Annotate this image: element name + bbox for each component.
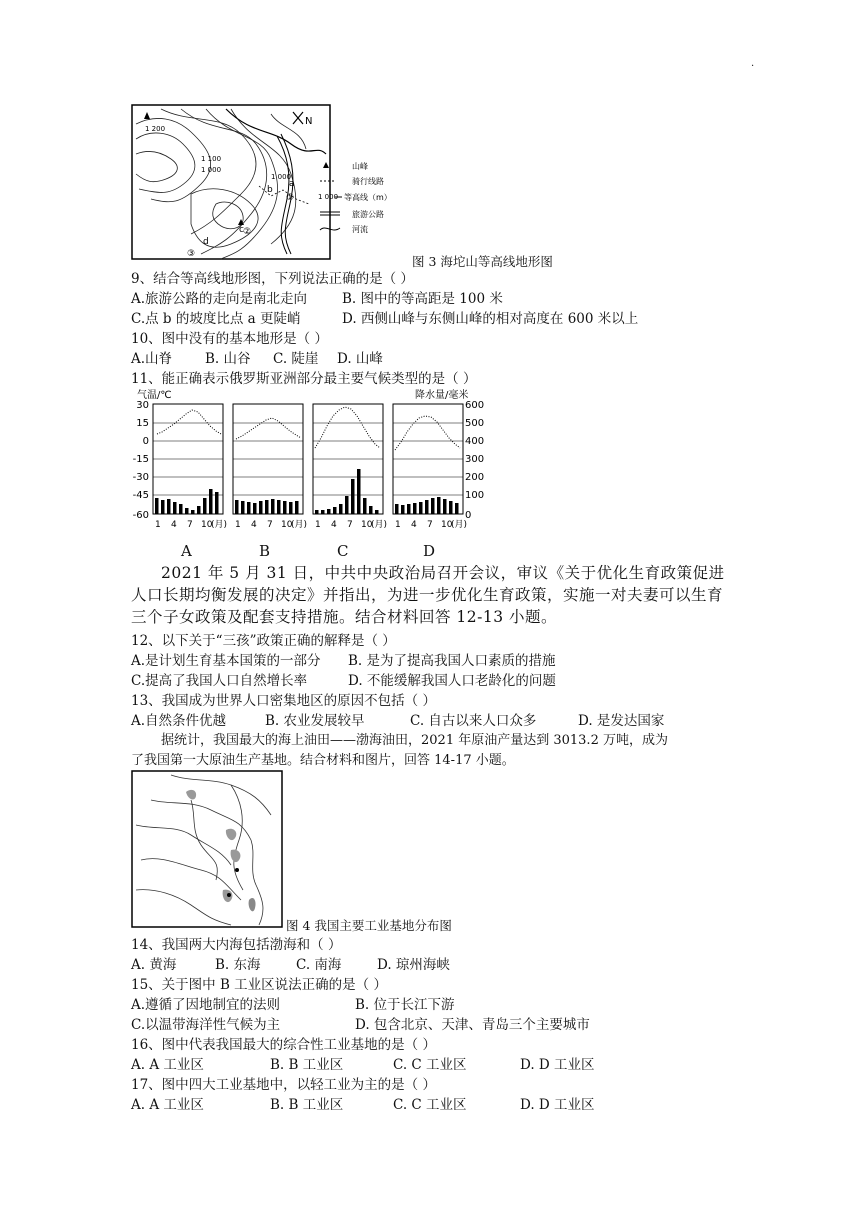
question-10-option-a[interactable]: A.山脊	[131, 351, 173, 367]
legend-road: 旅游公路	[352, 210, 384, 219]
contour-label: 1 200	[145, 125, 166, 133]
page-dot: .	[751, 58, 755, 69]
climate-option-a[interactable]: A	[181, 542, 192, 560]
peak-icon	[323, 162, 329, 168]
contour-label: 1 000	[271, 173, 292, 181]
temp-tick: -60	[132, 510, 149, 521]
question-9-option-a[interactable]: A.旅游公路的走向是南北走向	[131, 291, 308, 307]
x-tick: 7	[267, 520, 273, 530]
point-a: a	[289, 179, 295, 189]
x-tick: 4	[331, 520, 337, 530]
legend-route: 骑行线路	[352, 177, 384, 186]
question-12-option-c[interactable]: C.提高了我国人口自然增长率	[131, 673, 308, 689]
temp-tick: -45	[132, 490, 149, 501]
x-tick: 4	[251, 520, 257, 530]
legend-contour-value: 1 000	[318, 193, 339, 201]
question-14-option-c[interactable]: C. 南海	[296, 957, 342, 973]
question-16-stem: 16、图中代表我国最大的综合性工业基地的是（ ）	[131, 1037, 436, 1053]
figure3-caption: 图 3 海坨山等高线地形图	[412, 254, 553, 269]
x-tick: 4	[171, 520, 177, 530]
temperature-axis-label: 气温/℃	[137, 390, 172, 401]
legend-contour: 等高线（m）	[344, 193, 392, 202]
precip-tick: 600	[465, 400, 485, 411]
x-tick: 1	[235, 520, 241, 530]
precip-tick: 0	[465, 510, 472, 521]
x-tick: 1	[395, 520, 401, 530]
contour-label: 1 000	[201, 166, 222, 174]
x-tick: 1	[315, 520, 321, 530]
point-d: d	[203, 237, 209, 247]
question-15-option-a[interactable]: A.遵循了因地制宜的法则	[131, 997, 281, 1013]
circled-1: ①	[286, 193, 295, 203]
temp-tick: 30	[136, 400, 149, 411]
question-9-stem: 9、结合等高线地形图，下列说法正确的是（ ）	[131, 271, 414, 287]
question-10-stem: 10、图中没有的基本地形是（ ）	[131, 331, 328, 347]
question-15-option-c[interactable]: C.以温带海洋性气候为主	[131, 1017, 281, 1033]
contour-map-figure	[131, 104, 331, 260]
question-13-option-c[interactable]: C. 自古以来人口众多	[410, 713, 537, 729]
question-13-stem: 13、我国成为世界人口密集地区的原因不包括（ ）	[131, 693, 436, 709]
figure4-caption: 图 4 我国主要工业基地分布图	[286, 918, 452, 933]
temp-tick: 15	[136, 418, 149, 429]
question-9-option-c[interactable]: C.点 b 的坡度比点 a 更陡峭	[131, 311, 301, 327]
question-16-option-c[interactable]: C. C 工业区	[393, 1057, 467, 1073]
material-paragraph-2-line-2: 了我国第一大原油生产基地。结合材料和图片，回答 14-17 小题。	[131, 753, 515, 768]
question-12-option-d[interactable]: D. 不能缓解我国人口老龄化的问题	[348, 673, 556, 689]
x-tick: 10	[361, 520, 373, 530]
question-13-option-d[interactable]: D. 是发达国家	[578, 713, 665, 729]
material-paragraph-2-line-1: 据统计，我国最大的海上油田——渤海油田，2021 年原油产量达到 3013.2 万吨，成为	[161, 733, 668, 748]
precip-tick: 300	[465, 454, 485, 465]
question-14-stem: 14、我国两大内海包括渤海和（ ）	[131, 937, 342, 953]
question-14-option-d[interactable]: D. 琼州海峡	[377, 957, 450, 973]
question-12-option-b[interactable]: B. 是为了提高我国人口素质的措施	[348, 653, 556, 669]
question-14-option-b[interactable]: B. 东海	[215, 957, 261, 973]
question-17-option-d[interactable]: D. D 工业区	[520, 1097, 595, 1113]
precip-tick: 500	[465, 418, 485, 429]
precip-tick: 100	[465, 490, 485, 501]
circled-2: ②	[243, 227, 252, 237]
legend-river: 河流	[352, 225, 368, 234]
climate-panel-d	[393, 404, 463, 514]
question-15-stem: 15、关于图中 B 工业区说法正确的是（ ）	[131, 977, 387, 993]
precipitation-axis-label: 降水量/毫米	[415, 390, 469, 401]
question-10-option-b[interactable]: B. 山谷	[205, 351, 251, 367]
question-12-option-a[interactable]: A.是计划生育基本国策的一部分	[131, 653, 321, 669]
x-unit: (月)	[451, 520, 468, 530]
climate-charts-figure	[131, 386, 491, 536]
contour-map-legend	[318, 160, 398, 240]
x-unit: (月)	[291, 520, 308, 530]
climate-option-c[interactable]: C	[337, 542, 349, 560]
point-b: b	[267, 185, 273, 195]
material-paragraph-1: 2021 年 5 月 31 日，中共中央政治局召开会议，审议《关于优化生育政策促进人口长期均衡发展的决定》并指出，为进一步优化生育政策，实施一对夫妻可以生育三个子女政策及配套支持措施。结合材料回答 12-13 小题。	[131, 564, 725, 626]
china-industry-map-figure	[131, 770, 283, 928]
precip-tick: 200	[465, 472, 485, 483]
circled-3: ③	[187, 249, 196, 259]
question-16-option-d[interactable]: D. D 工业区	[520, 1057, 595, 1073]
x-tick: 7	[427, 520, 433, 530]
legend-peak: 山峰	[352, 162, 368, 171]
x-tick: 10	[281, 520, 293, 530]
x-tick: 1	[155, 520, 161, 530]
question-12-stem: 12、以下关于“三孩”政策正确的解释是（ ）	[131, 633, 396, 649]
question-9-option-b[interactable]: B. 图中的等高距是 100 米	[342, 291, 503, 307]
question-9-option-d[interactable]: D. 西侧山峰与东侧山峰的相对高度在 600 米以上	[342, 311, 639, 327]
question-10-option-c[interactable]: C. 陡崖	[273, 351, 319, 367]
question-15-option-d[interactable]: D. 包含北京、天津、青岛三个主要城市	[355, 1017, 590, 1033]
x-tick: 7	[187, 520, 193, 530]
climate-option-b[interactable]: B	[259, 542, 271, 560]
question-11-stem: 11、能正确表示俄罗斯亚洲部分最主要气候类型的是（ ）	[131, 371, 477, 387]
question-17-option-c[interactable]: C. C 工业区	[393, 1097, 467, 1113]
question-14-option-a[interactable]: A. 黄海	[131, 957, 177, 973]
climate-option-d[interactable]: D	[423, 542, 436, 560]
question-17-option-a[interactable]: A. A 工业区	[131, 1097, 204, 1113]
question-15-option-b[interactable]: B. 位于长江下游	[355, 997, 455, 1013]
climate-panel-c	[313, 404, 383, 514]
question-13-option-b[interactable]: B. 农业发展较早	[265, 713, 365, 729]
question-16-option-b[interactable]: B. B 工业区	[270, 1057, 344, 1073]
x-tick: 10	[441, 520, 453, 530]
north-label: N	[305, 116, 313, 127]
question-17-stem: 17、图中四大工业基地中，以轻工业为主的是（ ）	[131, 1077, 436, 1093]
contour-label: 1 100	[201, 155, 222, 163]
x-unit: (月)	[371, 520, 388, 530]
climate-panel-b	[233, 404, 303, 514]
climate-panel-a	[153, 404, 223, 514]
river-icon	[320, 228, 340, 230]
x-tick: 4	[411, 520, 417, 530]
temp-tick: -30	[132, 472, 149, 483]
question-16-option-a[interactable]: A. A 工业区	[131, 1057, 204, 1073]
temp-tick: 0	[142, 436, 149, 447]
x-unit: (月)	[211, 520, 228, 530]
question-13-option-a[interactable]: A.自然条件优越	[131, 713, 227, 729]
question-10-option-d[interactable]: D. 山峰	[337, 351, 383, 367]
precip-tick: 400	[465, 436, 485, 447]
x-tick: 7	[347, 520, 353, 530]
x-tick: 10	[201, 520, 213, 530]
question-17-option-b[interactable]: B. B 工业区	[270, 1097, 344, 1113]
temp-tick: -15	[132, 454, 149, 465]
point-c: c	[239, 225, 244, 235]
